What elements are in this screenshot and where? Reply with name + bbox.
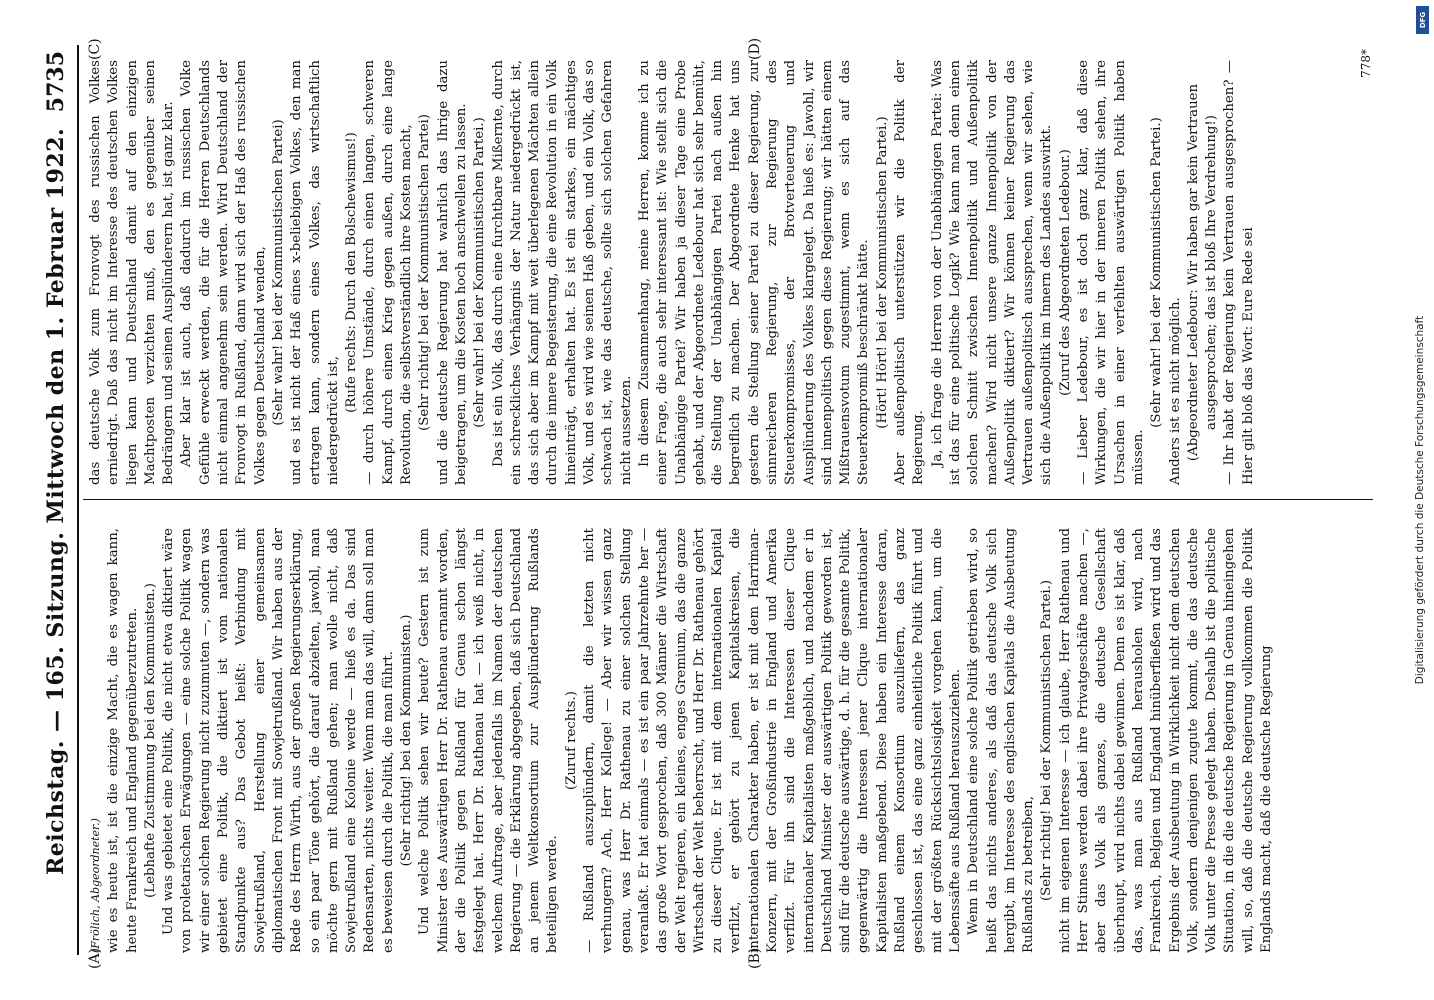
interjection: (Rufe rechts: Durch den Bolschewismus!) [344,132,360,413]
text-column-left [87,528,1369,953]
speaker-label: (Frölich, Abgeordneter.) [89,818,102,953]
interjection: (Abgeordneter Ledebour: Wir haben gar kein Vertrauen ausgesprochen; das ist bloß Ihre Verdrehung!) [1185,83,1220,462]
paragraph: In diesem Zusammenhang, meine Herren, komme ich zu einer Frage, die auch sehr interessant ist: Wie stellt sich die Unabhängige Partei? Wir haben ja dieser Tage eine Probe gehabt, und der Abgeordnete Ledebour hat sich sehr bemüht, die Stellung der Unabhängigen Partei nach außen hin begreiflich zu machen. Der Abgeordnete Henke hat uns gestern die Stellung seiner Partei zu dieser Regierung, zur sinnreicheren Regierung, zur Regierung des Steuerkompromisses, der Brotverteuerung und Ausplünderung des Volkes klargelegt. Da hieß es: Jawohl, wir sind innenpolitisch gegen diese Regierung; wir hätten einem Mißtrauensvotum zugestimmt, wenn es sich auf das Steuerkompromiß beschränkt hätte. [636,60,872,485]
interjection: (Zuruf des Abgeordneten Ledebour.) [1057,149,1073,396]
margin-letter-c: (C) [87,38,103,60]
digitization-text: Digitalisierung gefördert durch die Deutsche Forschungsgemeinschaft [1414,315,1426,685]
margin-letter-b: (B) [747,947,763,969]
paragraph: und es ist nicht der Haß eines x-beliebigen Volkes, den man ertragen kann, sondern eines Volkes, das wirtschaftlich niedergedrückt ist, [289,60,341,485]
paragraph: das deutsche Volk zum Fronvogt des russischen Volkes erniedrigt. Daß das nicht im Interesse des deutschen Volkes liegen kann und Deutschland damit auf den einzigen Machtposten verzichten muß, den es gegenüber seinen Bedrängern und seinen Ausplünderern hat, ist ganz klar. [88,60,177,485]
paragraph: Wenn in Deutschland eine solche Politik getrieben wird, so heißt das nichts anderes, als daß das deutsche Volk sich hergibt, im Interesse des englischen Kapitals die Ausbeutung Rußlands zu betreiben, [966,528,1037,953]
interjection: (Sehr wahr! bei der Kommunistischen Partei) [270,119,286,426]
paragraph: — Lieber Ledebour, es ist doch ganz klar, daß diese Wirkungen, die wir hier in der inneren Politik sehen, ihre Ursachen in einer verfehlten auswärtigen Politik haben müssen. [1076,60,1146,485]
paragraph: — durch höhere Umstände, durch einen langen, schweren Kampf, durch einen Krieg gegen außen, durch eine lange Revolution, die selbstverständlich ihre Kosten macht, [362,60,415,485]
paragraph: Und was gebietet eine Politik, die nicht etwa diktiert wäre von proletarischen Erwägungen — eine solche Politik wagen wir einer solchen Regierung nicht zuzumuten —, sondern was gebietet eine Politik, die diktiert ist vom nationalen Standpunkte aus? Das Gebot heißt: Verbindung mit Sowjetrußland, Herstellung einer gemeinsamen diplomatischen Front mit Sowjetrußland. Wir haben aus der Rede des Herrn Wirth, aus der großen Regierungserklärung, so ein paar Töne gehört, die darauf abzielten, jawohl, man möchte gern mit Rußland gehen; man wolle nicht, daß Sowjetrußland eine Kolonie werde — hieß es da. Das sind Redensarten, nichts weiter. Wenn man das will, dann soll man es beweisen durch die Politik, die man führt. [161,528,396,953]
paragraph: Aber klar ist auch, daß dadurch im russischen Volke Gefühle erweckt werden, die für die Herren Deutschlands nicht einmal angenehm sein werden. Wird Deutschland der Fronvogt in Rußland, dann wird sich der Haß des russischen Volkes gegen Deutschland wenden, [179,60,268,485]
interjection: (Sehr richtig! bei der Kommunistischen Partei.) [1039,579,1055,902]
page-header [35,45,75,955]
page-number: 5735 [43,51,69,113]
interjection: (Sehr richtig! bei der Kommunistischen Partei) [417,114,433,431]
paragraph: Anders ist es nicht möglich. [1167,297,1183,485]
dfg-logo [1416,6,1429,34]
text-column-right [87,60,1369,485]
sheet-signature: 778* [1359,49,1373,78]
interjection: (Hört! Hört! bei der Kommunistischen Partei.) [874,116,890,429]
running-title: Reichstag. — 165. Sitzung. Mittwoch den 1. Februar 1922. [43,127,69,875]
interjection: (Zuruf rechts.) [563,691,579,790]
paragraph: Und welche Politik sehen wir heute? Gestern ist zum Minister des Auswärtigen Herr Dr. Rathenau ernannt worden, der die Politik gegen Rußland für Genua schon längst festgelegt hat. Herr Dr. Rathenau hat — ich weiß nicht, in welchem Auftrage, aber jedenfalls im Namen der deutschen Regierung — die Erklärung abgegeben, daß sich Deutschland an jenem Weltkonsortium zur Ausplünderung Rußlands beteiligen werde. [417,528,561,953]
margin-letter-a: (A) [87,947,103,969]
interjection: (Sehr wahr! bei der Kommunistischen Partei.) [472,117,488,428]
paragraph: — Rußland auszuplündern, damit die letzten nicht verhungern? Ach, Herr Kollege! — Aber wir wissen ganz genau, was Herr Dr. Rathenau zu einer solchen Stellung veranlaßt. Er hat einmals — es ist ein paar Jahrzehnte her — das große Wort gesprochen, daß 300 Männer die Wirtschaft der Welt regieren, ein kleines, enges Gremium, das die ganze Wirtschaft der Welt beherrscht, und Herr Dr. Rathenau gehört zu dieser Clique. Er ist mit dem internationalen Kapital verfilzt, er gehört zu jenen Kapitalskreisen, die internationalen Charakter haben, er ist mit dem Harriman-Konzern, mit der Großindustrie in England und Amerika verfilzt. Für ihn sind die Interessen dieser Clique internationaler Kapitalisten maßgeblich, und nachdem er in Deutschland Minister der auswärtigen Politik geworden ist, sind für die deutsche auswärtige, d. h. für die gesamte Politik, gegenwärtig die Interessen jener Clique internationaler Kapitalisten maßgebend. Diese haben ein Interesse daran, Rußland einem Konsortium auszuliefern, das ganz geschlossen ist, das eine ganz einheitliche Politik führt und mit der größten Rücksichtslosigkeit vorgehen kann, um die Lebenssäfte aus Rußland herauszuziehen. [582,528,963,953]
paragraph: — Ihr habt der Regierung kein Vertrauen ausgesprochen? — Hier gilt bloß das Wort: Eure Rede sei [1222,60,1256,485]
header-rule [77,45,79,955]
column-divider [83,499,1373,500]
paragraph: Das ist ein Volk, das durch eine furchtbare Mißernte, durch ein schreckliches Verhängnis der Natur niedergedrückt ist, das sich aber im Kampf mit weit überlegenen Mächten allein durch die innere Begeisterung, die eine Revolution in ein Volk hineinträgt, erhalten hat. Es ist ein starkes, ein mächtiges Volk, und es wird wie seinen Haß geben, und ein Volk, das so schwach ist, wie das deutsche, sollte sich solchen Gefahren nicht aussetzen. [490,60,634,485]
paragraph: Ja, ich frage die Herren von der Unabhängigen Partei: Was ist das für eine politische Logik? Wie kann man denn einen solchen Schnitt zwischen Innenpolitik und Außenpolitik machen? Wird nicht unsere ganze Innenpolitik von der Außenpolitik diktiert? Wir können keiner Regierung das Vertrauen außenpolitisch aussprechen, wenn wir sehen, wie sich die Außenpolitik im Innern des Landes auswirkt. [929,60,1055,485]
margin-letter-d: (D) [747,37,763,60]
dfg-logo-text: DFG [1418,11,1427,29]
paragraph: und die deutsche Regierung hat wahrlich das Ihrige dazu beigetragen, um die Kosten hoch anschwellen zu lassen. [435,60,469,485]
rotated-text-sheet [27,35,1377,969]
digitization-notice [1410,6,1430,994]
interjection: (Lebhafte Zustimmung bei den Kommunisten.) [142,583,158,898]
interjection: (Sehr richtig! bei den Kommunisten.) [399,614,415,867]
paragraph: Aber außenpolitisch unterstützen wir die Politik der Regierung. [893,60,927,485]
interjection: (Sehr wahr! bei der Kommunistischen Partei.) [1149,117,1165,428]
paragraph: wie es heute ist, ist die einzige Macht, die es wagen kann, heute Frankreich und England gegenüberzutreten. [106,528,140,953]
paragraph: nicht im eigenen Interesse — ich glaube, Herr Rathenau und Herr Stinnes werden dabei ihre Privatgeschäfte machen —, aber das Volk als ganzes, die deutsche Gesellschaft überhaupt, wird nichts dabei gewinnen. Denn es ist klar, daß das, was man aus Rußland herausholen wird, nach Frankreich, Belgien und England hinüberfließen wird und das Ergebnis der Ausbeutung in Wirklichkeit nicht dem deutschen Volk, sondern denjenigen zugute kommt, die das deutsche Volk unter die Presse gelegt haben. Deshalb ist die politische Situation, in die die deutsche Regierung in Genua hineingehen will, so, daß die deutsche Regierung vollkommen die Politik Englands macht, daß die deutsche Regierung [1057,528,1274,953]
